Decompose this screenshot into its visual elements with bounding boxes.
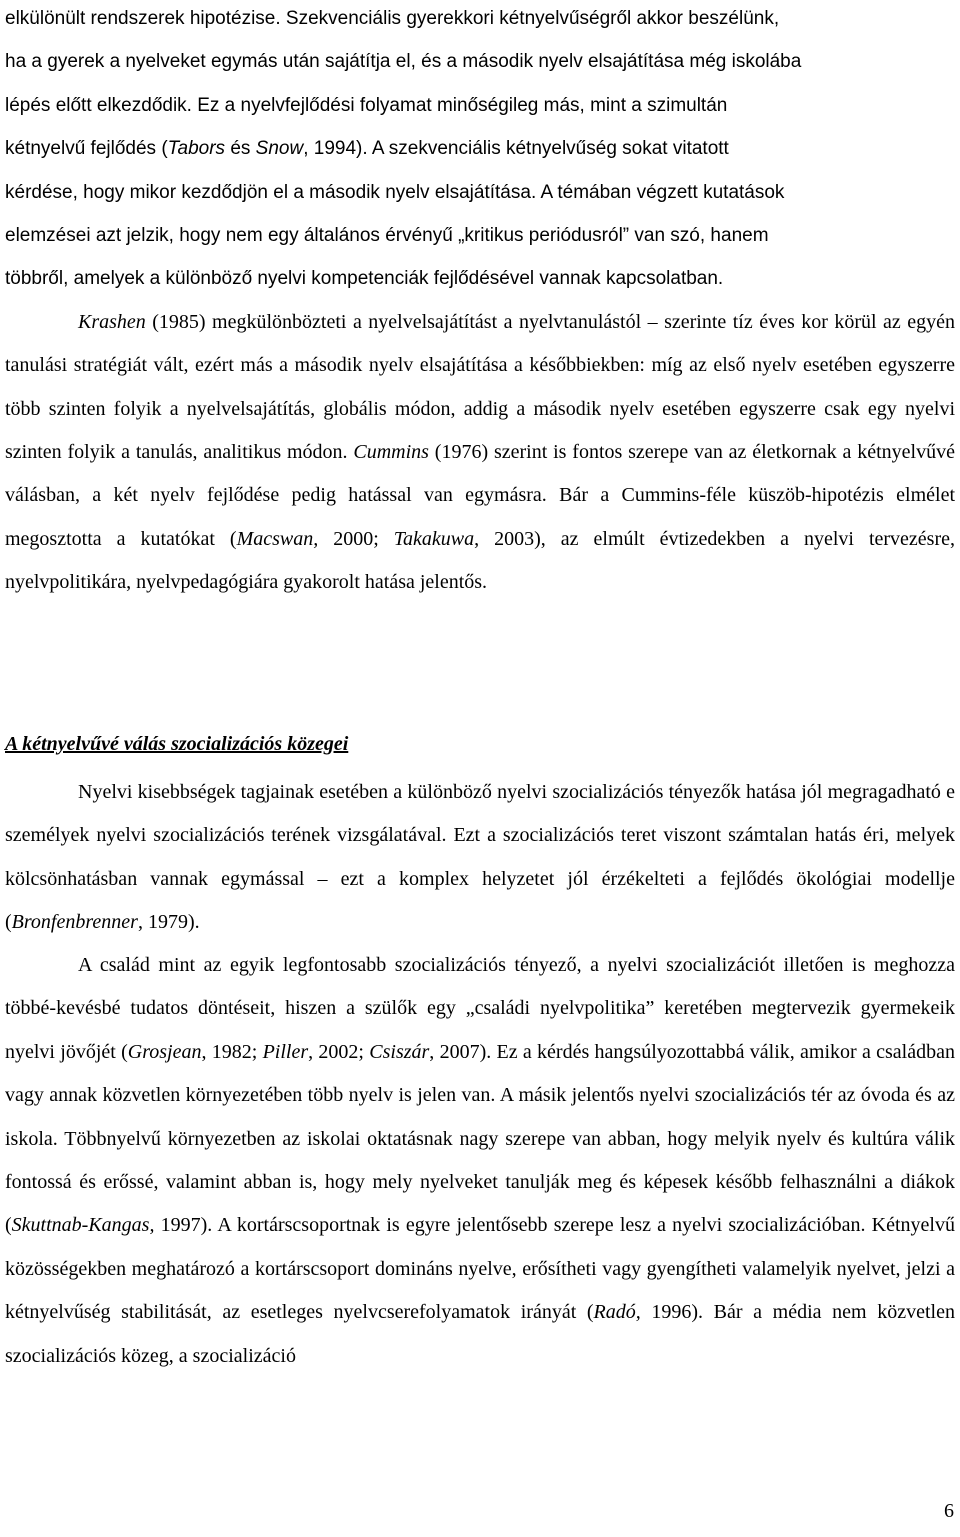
text-line: elemzései azt jelzik, hogy nem egy általános érvényű „kritikus periódusról” van szó, hanem (5, 225, 769, 247)
text-run: kétnyelvű fejlődés ( (5, 138, 168, 160)
citation-author: Csiszár (369, 1040, 430, 1063)
paragraph-sequential-bilingualism (5, 0, 955, 605)
citation-author: Grosjean (127, 1040, 202, 1063)
text-line: elkülönült rendszerek hipotézise. Szekvenciális gyerekkori kétnyelvűségről akkor beszélünk, (5, 8, 780, 29)
text-run: , 1994). A szekvenciális kétnyelvűség sokat vitatott (303, 138, 729, 160)
text-run: A család mint az egyik legfontosabb szocializációs tényező, a nyelvi szocializációt illetően is meghozza többé-kevésbé tudatos döntéseit, hiszen a szülők egy „családi nyelvpolitika” keretében megtervezik gyermekeik nyelvi jövőjét ( (5, 954, 955, 1063)
text-run: (1976) szerint is fontos szerepe van az életkornak a kétnyelvűvé válásban, a két nyelv fejlődése pedig hatással van egymásra. Bár a Cummins-féle küszöb-hipotézis elmélet megosztotta a kutatókat ( (5, 441, 955, 550)
text-line: többről, amelyek a különböző nyelvi kompetenciák fejlődésével vannak kapcsolatban. (5, 268, 724, 290)
citation-author: Skuttnab-Kangas, (11, 1214, 155, 1237)
text-run: (1985) megkülönbözteti a nyelvelsajátítást a nyelvtanulástól – szerinte tíz éves kor körül az egyén tanulási stratégiát vált, ezért más a második nyelv elsajátítása a későbbiekben: míg az első nyelv esetében egyszerre több szinten folyik a nyelvelsajátítás, globális módon, addig a második nyelv esetében egyszerre csak egy nyelvi szinten folyik a tanulás, analitikus módon. (5, 310, 955, 464)
text-run: és (225, 138, 256, 160)
citation-author: Bronfenbrenner (11, 911, 138, 934)
text-run: , 2002; (308, 1040, 370, 1063)
citation-author: Cummins (353, 441, 429, 464)
text-run: , 2007). Ez a kérdés hangsúlyozottabbá válik, amikor a családban vagy annak közvetlen környezetében több nyelv is jelen van. A másik jelentős nyelvi szocializációs tér az óvoda és az iskola. Többnyelvű környezetben az iskolai oktatásnak nagy szerepe van abban, hogy melyik nyelv és kultúra válik fontossá és erőssé, valamint abban is, hogy mely nyelveket tanulják meg és képesek később felhasználni a diákok ( (5, 1040, 955, 1237)
text-run: , 1979). (137, 911, 200, 934)
text-run: 2000; (318, 527, 394, 550)
text-run: , 2003), az elmúlt évtizedekben a nyelvi tervezésre, nyelvpolitikára, nyelvpedagógiára gyakorolt hatása jelentős. (5, 527, 955, 594)
citation-author: Takakuwa (393, 527, 475, 550)
citation-author: Snow (255, 138, 304, 160)
text-line: ha a gyerek a nyelveket egymás után sajátítja el, és a második nyelv elsajátítása még iskolába (5, 51, 802, 73)
text-run: Nyelvi kisebbségek tagjainak esetében a különböző nyelvi szocializációs tényezők hatása jól megragadható e személyek nyelvi szocializációs terének vizsgálatával. Ezt a szocializációs teret viszont számtalan hatás éri, melyek kölcsönhatásban vannak egymással – ezt a komplex helyzetet jól érzékelteti a fejlődés ökológiai modellje ( (5, 781, 955, 934)
text-line (5, 127, 955, 170)
text-run: 1997). A kortárscsoportnak is egyre jelentősebb szerepe lesz a nyelvi szocializációban. Kétnyelvű közösségekben meghatározó a kortárscsoport domináns nyelve, erősítheti vagy gyengítheti valamelyik nyelvet, jelzi a kétnyelvűség stabilitását, az esetleges nyelvcserefolyamatok irányát ( (5, 1214, 955, 1324)
paragraph-family-school-peers (5, 944, 955, 1378)
citation-author: Macswan, (236, 527, 319, 550)
citation-author: Radó, (593, 1301, 641, 1324)
citation-author: Krashen (78, 310, 146, 333)
citation-author: Tabors (167, 138, 226, 160)
citation-author: Piller (262, 1040, 309, 1063)
section-heading: A kétnyelvűvé válás szocializációs közegei (5, 733, 349, 755)
paragraph-socialization-space (5, 771, 955, 945)
text-line: kérdése, hogy mikor kezdődjön el a második nyelv elsajátítása. A témában végzett kutatások (5, 181, 785, 203)
text-run: , 1982; (201, 1040, 263, 1063)
paragraph-krashen-cummins (5, 301, 955, 605)
page-number: 6 (944, 1500, 954, 1522)
text-run: 1996). Bár a média nem közvetlen szocializációs közeg, a szocializáció (5, 1301, 955, 1367)
text-line: lépés előtt elkezdődik. Ez a nyelvfejlődési folyamat minőségileg más, mint a szimultán (5, 94, 728, 116)
